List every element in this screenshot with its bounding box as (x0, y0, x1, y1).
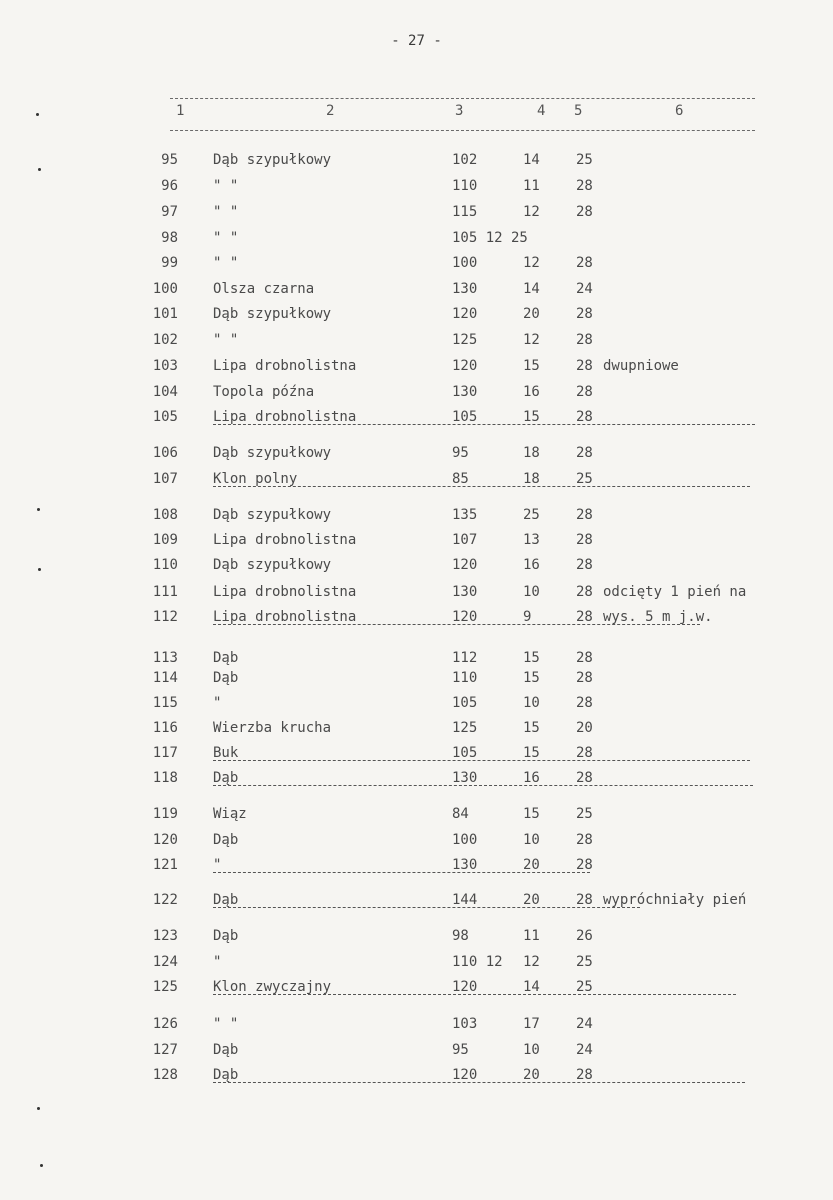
table-row (0, 330, 833, 350)
row-underline (213, 994, 736, 995)
cell-c4: 11 (523, 178, 540, 194)
cell-c3: 112 (452, 650, 478, 666)
cell-c2: " " (213, 332, 239, 348)
cell-c5: 28 (576, 584, 593, 600)
table-row (0, 648, 833, 668)
table-row (0, 150, 833, 170)
cell-c3: 105 (452, 695, 478, 711)
cell-c4: 15 (523, 720, 540, 736)
cell-c1: 108 (152, 507, 178, 523)
cell-c3: 110 (452, 178, 478, 194)
row-underline (213, 872, 590, 873)
header-top-rule (170, 98, 755, 99)
cell-c6: dwupniowe (603, 358, 679, 374)
cell-c1: 104 (152, 384, 178, 400)
cell-c4: 15 (523, 409, 540, 425)
table-row (0, 356, 833, 376)
cell-c2: Olsza czarna (213, 281, 315, 297)
table-row (0, 830, 833, 850)
cell-c1: 116 (152, 720, 178, 736)
header-col-5: 5 (574, 103, 583, 119)
table-row (0, 304, 833, 324)
cell-c5: 28 (576, 557, 593, 573)
cell-c4: 10 (523, 832, 540, 848)
cell-c2: Lipa drobnolistna (213, 358, 357, 374)
cell-c3: 125 (452, 332, 478, 348)
table-row (0, 768, 833, 788)
cell-c2: Lipa drobnolistna (213, 532, 357, 548)
row-underline (213, 1082, 745, 1083)
cell-c4: 12 (523, 255, 540, 271)
cell-c4: 14 (523, 979, 540, 995)
cell-c2: Dąb szypułkowy (213, 445, 332, 461)
table-row (0, 530, 833, 550)
cell-c1: 99 (161, 255, 178, 271)
cell-c1: 97 (161, 204, 178, 220)
cell-c2: " " (213, 178, 239, 194)
cell-c2: Buk (213, 745, 239, 761)
cell-c1: 103 (152, 358, 178, 374)
cell-c3: 120 (452, 979, 478, 995)
cell-c2: Dąb szypułkowy (213, 557, 332, 573)
cell-c2: Dąb szypułkowy (213, 152, 332, 168)
cell-c5: 26 (576, 928, 593, 944)
cell-c4: 12 (523, 204, 540, 220)
cell-c3: 120 (452, 557, 478, 573)
row-underline (213, 785, 753, 786)
cell-c5: 28 (576, 409, 593, 425)
cell-c4: 16 (523, 384, 540, 400)
cell-c2: " " (213, 1016, 239, 1032)
cell-c4: 16 (523, 557, 540, 573)
cell-c4: 15 (523, 745, 540, 761)
cell-c5: 25 (576, 806, 593, 822)
cell-c3: 130 (452, 584, 478, 600)
cell-c3: 105 (452, 745, 478, 761)
cell-c4: 17 (523, 1016, 540, 1032)
cell-c3: 105 (452, 409, 478, 425)
header-col-6: 6 (675, 103, 684, 119)
cell-c5: 28 (576, 507, 593, 523)
cell-c2: " (213, 695, 222, 711)
margin-mark (36, 113, 39, 116)
cell-c2: Dąb (213, 770, 239, 786)
cell-c1: 110 (152, 557, 178, 573)
table-row (0, 443, 833, 463)
cell-c4: 14 (523, 281, 540, 297)
cell-c6: odcięty 1 pień na (603, 584, 747, 600)
cell-c5: 28 (576, 332, 593, 348)
cell-c2: Dąb (213, 1042, 239, 1058)
cell-c4: 10 (523, 695, 540, 711)
cell-c4: 12 (523, 954, 540, 970)
table-row (0, 855, 833, 875)
table-row (0, 582, 833, 602)
cell-c6: wypróchniały pień (603, 892, 747, 908)
cell-c5: 25 (576, 954, 593, 970)
cell-c5: 28 (576, 255, 593, 271)
cell-c3: 95 (452, 445, 469, 461)
table-row (0, 977, 833, 997)
cell-c2: Dąb (213, 892, 239, 908)
cell-c1: 112 (152, 609, 178, 625)
cell-c2: Lipa drobnolistna (213, 409, 357, 425)
cell-c1: 121 (152, 857, 178, 873)
cell-c1: 120 (152, 832, 178, 848)
cell-c4: 12 (523, 332, 540, 348)
table-row (0, 279, 833, 299)
table-row (0, 743, 833, 763)
cell-c2: Wierzba krucha (213, 720, 332, 736)
cell-c5: 24 (576, 281, 593, 297)
cell-c4: 20 (523, 857, 540, 873)
row-underline (213, 424, 755, 425)
cell-c2: Klon zwyczajny (213, 979, 332, 995)
cell-c3: 84 (452, 806, 469, 822)
cell-c3: 85 (452, 471, 469, 487)
table-row (0, 202, 833, 222)
margin-mark (37, 508, 40, 511)
table-row (0, 693, 833, 713)
cell-c2: Dąb (213, 928, 239, 944)
header-col-1: 1 (176, 103, 185, 119)
cell-c1: 122 (152, 892, 178, 908)
cell-c5: 28 (576, 695, 593, 711)
cell-c5: 28 (576, 384, 593, 400)
table-row (0, 890, 833, 910)
table-row (0, 253, 833, 273)
table-row (0, 1014, 833, 1034)
cell-c3: 107 (452, 532, 478, 548)
cell-c5: 28 (576, 204, 593, 220)
cell-c4: 18 (523, 445, 540, 461)
cell-c1: 124 (152, 954, 178, 970)
cell-c3: 110 12 (452, 954, 503, 970)
cell-c5: 28 (576, 745, 593, 761)
cell-c5: 28 (576, 306, 593, 322)
row-underline (213, 624, 700, 625)
cell-c1: 128 (152, 1067, 178, 1083)
cell-c5: 20 (576, 720, 593, 736)
cell-c1: 96 (161, 178, 178, 194)
cell-c2: " " (213, 204, 239, 220)
cell-c5: 28 (576, 892, 593, 908)
cell-c3: 120 (452, 1067, 478, 1083)
cell-c2: Wiąz (213, 806, 247, 822)
cell-c1: 95 (161, 152, 178, 168)
header-col-3: 3 (455, 103, 464, 119)
cell-c3: 103 (452, 1016, 478, 1032)
cell-c5: 28 (576, 857, 593, 873)
cell-c1: 100 (152, 281, 178, 297)
cell-c1: 118 (152, 770, 178, 786)
cell-c4: 10 (523, 584, 540, 600)
table-row (0, 469, 833, 489)
cell-c2: " " (213, 255, 239, 271)
cell-c1: 105 (152, 409, 178, 425)
cell-c3: 115 (452, 204, 478, 220)
cell-c2: " " (213, 230, 239, 246)
cell-c4: 15 (523, 650, 540, 666)
cell-c1: 126 (152, 1016, 178, 1032)
cell-c5: 25 (576, 152, 593, 168)
cell-c1: 101 (152, 306, 178, 322)
cell-c1: 106 (152, 445, 178, 461)
row-underline (213, 907, 640, 908)
cell-c2: " (213, 857, 222, 873)
cell-c5: 24 (576, 1016, 593, 1032)
cell-c4: 10 (523, 1042, 540, 1058)
cell-c3: 100 (452, 255, 478, 271)
cell-c3: 125 (452, 720, 478, 736)
header-col-2: 2 (326, 103, 335, 119)
cell-c5: 28 (576, 670, 593, 686)
cell-c3: 144 (452, 892, 478, 908)
table-row (0, 407, 833, 427)
cell-c2: Dąb (213, 670, 239, 686)
cell-c3: 100 (452, 832, 478, 848)
cell-c4: 11 (523, 928, 540, 944)
row-underline (213, 486, 750, 487)
cell-c1: 125 (152, 979, 178, 995)
cell-c3: 95 (452, 1042, 469, 1058)
cell-c1: 107 (152, 471, 178, 487)
cell-c5: 28 (576, 358, 593, 374)
cell-c3: 130 (452, 770, 478, 786)
cell-c3: 102 (452, 152, 478, 168)
row-underline (213, 760, 750, 761)
cell-c5: 28 (576, 609, 593, 625)
margin-mark (40, 1164, 43, 1167)
margin-mark (38, 568, 41, 571)
cell-c4: 20 (523, 892, 540, 908)
cell-c4: 9 (523, 609, 532, 625)
cell-c1: 109 (152, 532, 178, 548)
cell-c4: 16 (523, 770, 540, 786)
cell-c1: 127 (152, 1042, 178, 1058)
cell-c2: Klon polny (213, 471, 298, 487)
cell-c3: 130 (452, 281, 478, 297)
table-row (0, 668, 833, 688)
margin-mark (37, 1107, 40, 1110)
cell-c3: 120 (452, 306, 478, 322)
cell-c1: 114 (152, 670, 178, 686)
cell-c5: 25 (576, 471, 593, 487)
cell-c5: 25 (576, 979, 593, 995)
cell-c3: 130 (452, 384, 478, 400)
cell-c3: 135 (452, 507, 478, 523)
table-row (0, 926, 833, 946)
table-row (0, 176, 833, 196)
cell-c1: 123 (152, 928, 178, 944)
cell-c4: 13 (523, 532, 540, 548)
table-row (0, 228, 833, 248)
table-row (0, 382, 833, 402)
table-row (0, 505, 833, 525)
header-bottom-rule (170, 130, 755, 131)
cell-c5: 28 (576, 832, 593, 848)
cell-c4: 20 (523, 1067, 540, 1083)
table-row (0, 555, 833, 575)
cell-c5: 28 (576, 770, 593, 786)
cell-c2: Lipa drobnolistna (213, 609, 357, 625)
cell-c2: Dąb szypułkowy (213, 306, 332, 322)
table-row (0, 1065, 833, 1085)
cell-c5: 28 (576, 532, 593, 548)
cell-c2: Topola późna (213, 384, 315, 400)
cell-c5: 24 (576, 1042, 593, 1058)
cell-c5: 28 (576, 445, 593, 461)
cell-c3: 130 (452, 857, 478, 873)
cell-c4: 15 (523, 806, 540, 822)
cell-c2: " (213, 954, 222, 970)
cell-c6: wys. 5 m j.w. (603, 609, 713, 625)
cell-c4: 25 (523, 507, 540, 523)
cell-c4: 20 (523, 306, 540, 322)
cell-c1: 98 (161, 230, 178, 246)
table-row (0, 607, 833, 627)
cell-c4: 18 (523, 471, 540, 487)
table-row (0, 952, 833, 972)
cell-c2: Dąb (213, 832, 239, 848)
cell-c1: 119 (152, 806, 178, 822)
cell-c5: 28 (576, 178, 593, 194)
cell-c1: 111 (152, 584, 178, 600)
header-col-4: 4 (537, 103, 546, 119)
cell-c2: Dąb (213, 650, 239, 666)
cell-c4: 14 (523, 152, 540, 168)
cell-c3: 105 12 25 (452, 230, 528, 246)
cell-c3: 120 (452, 358, 478, 374)
cell-c5: 28 (576, 650, 593, 666)
table-row (0, 718, 833, 738)
cell-c1: 117 (152, 745, 178, 761)
page-number: - 27 - (391, 33, 442, 49)
cell-c5: 28 (576, 1067, 593, 1083)
margin-mark (38, 168, 41, 171)
cell-c2: Dąb szypułkowy (213, 507, 332, 523)
cell-c1: 113 (152, 650, 178, 666)
cell-c3: 120 (452, 609, 478, 625)
table-row (0, 1040, 833, 1060)
cell-c3: 98 (452, 928, 469, 944)
table-row (0, 804, 833, 824)
cell-c1: 102 (152, 332, 178, 348)
cell-c3: 110 (452, 670, 478, 686)
cell-c4: 15 (523, 358, 540, 374)
cell-c2: Dąb (213, 1067, 239, 1083)
cell-c4: 15 (523, 670, 540, 686)
cell-c2: Lipa drobnolistna (213, 584, 357, 600)
cell-c1: 115 (152, 695, 178, 711)
